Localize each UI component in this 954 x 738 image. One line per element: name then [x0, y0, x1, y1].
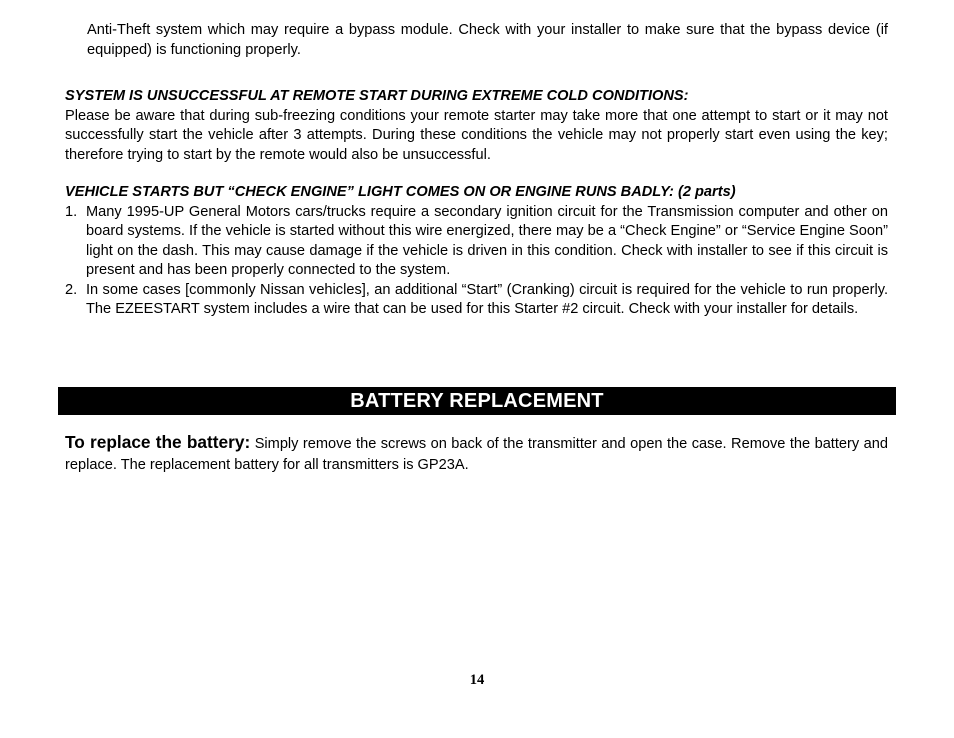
check-engine-list: [65, 203, 888, 320]
battery-lead-text: To replace the battery:: [65, 432, 251, 452]
check-engine-heading: VEHICLE STARTS BUT “CHECK ENGINE” LIGHT COMES ON OR ENGINE RUNS BADLY: (2 parts): [65, 184, 736, 200]
check-engine-section: [65, 183, 888, 320]
battery-body-text: Simply remove the screws on back of the transmitter and open the case. Remove the battery and replace. The replacement battery for all transmitters is GP23A.: [65, 436, 888, 473]
page-number: 14: [469, 672, 485, 688]
list-item-number: 1.: [65, 203, 78, 220]
list-item-text: In some cases [commonly Nissan vehicles], an additional “Start” (Cranking) circuit is required for the vehicle to run properly. The EZEESTART system includes a wire that can be used for this Starter #2 circuit. Check with your installer for details.: [86, 281, 888, 317]
list-item: [65, 281, 888, 320]
battery-instructions: [65, 432, 888, 476]
cold-conditions-section: [65, 87, 888, 165]
list-item: [65, 203, 888, 281]
list-item-number: 2.: [65, 281, 78, 298]
cold-conditions-body: Please be aware that during sub-freezing conditions your remote starter may take more that one attempt to start or it may not successfully start the vehicle after 3 attempts. During these conditions the vehicle may not properly start even using the key; therefore trying to start by the remote would also be unsuccessful.: [65, 107, 888, 163]
cold-conditions-heading: SYSTEM IS UNSUCCESSFUL AT REMOTE START DURING EXTREME COLD CONDITIONS:: [65, 88, 689, 104]
intro-paragraph: Anti-Theft system which may require a bypass module. Check with your installer to make sure that the bypass device (if equipped) is functioning properly.: [87, 22, 888, 58]
battery-replacement-banner: BATTERY REPLACEMENT: [58, 387, 896, 415]
list-item-text: Many 1995-UP General Motors cars/trucks require a secondary ignition circuit for the Transmission computer and other on board systems. If the vehicle is started without this wire energized, there may be a “Check Engine” or “Service Engine Soon” light on the dash. This may cause damage if the vehicle is driven in this condition. Check with installer to see if this circuit is present and has been properly connected to the system.: [86, 203, 888, 278]
